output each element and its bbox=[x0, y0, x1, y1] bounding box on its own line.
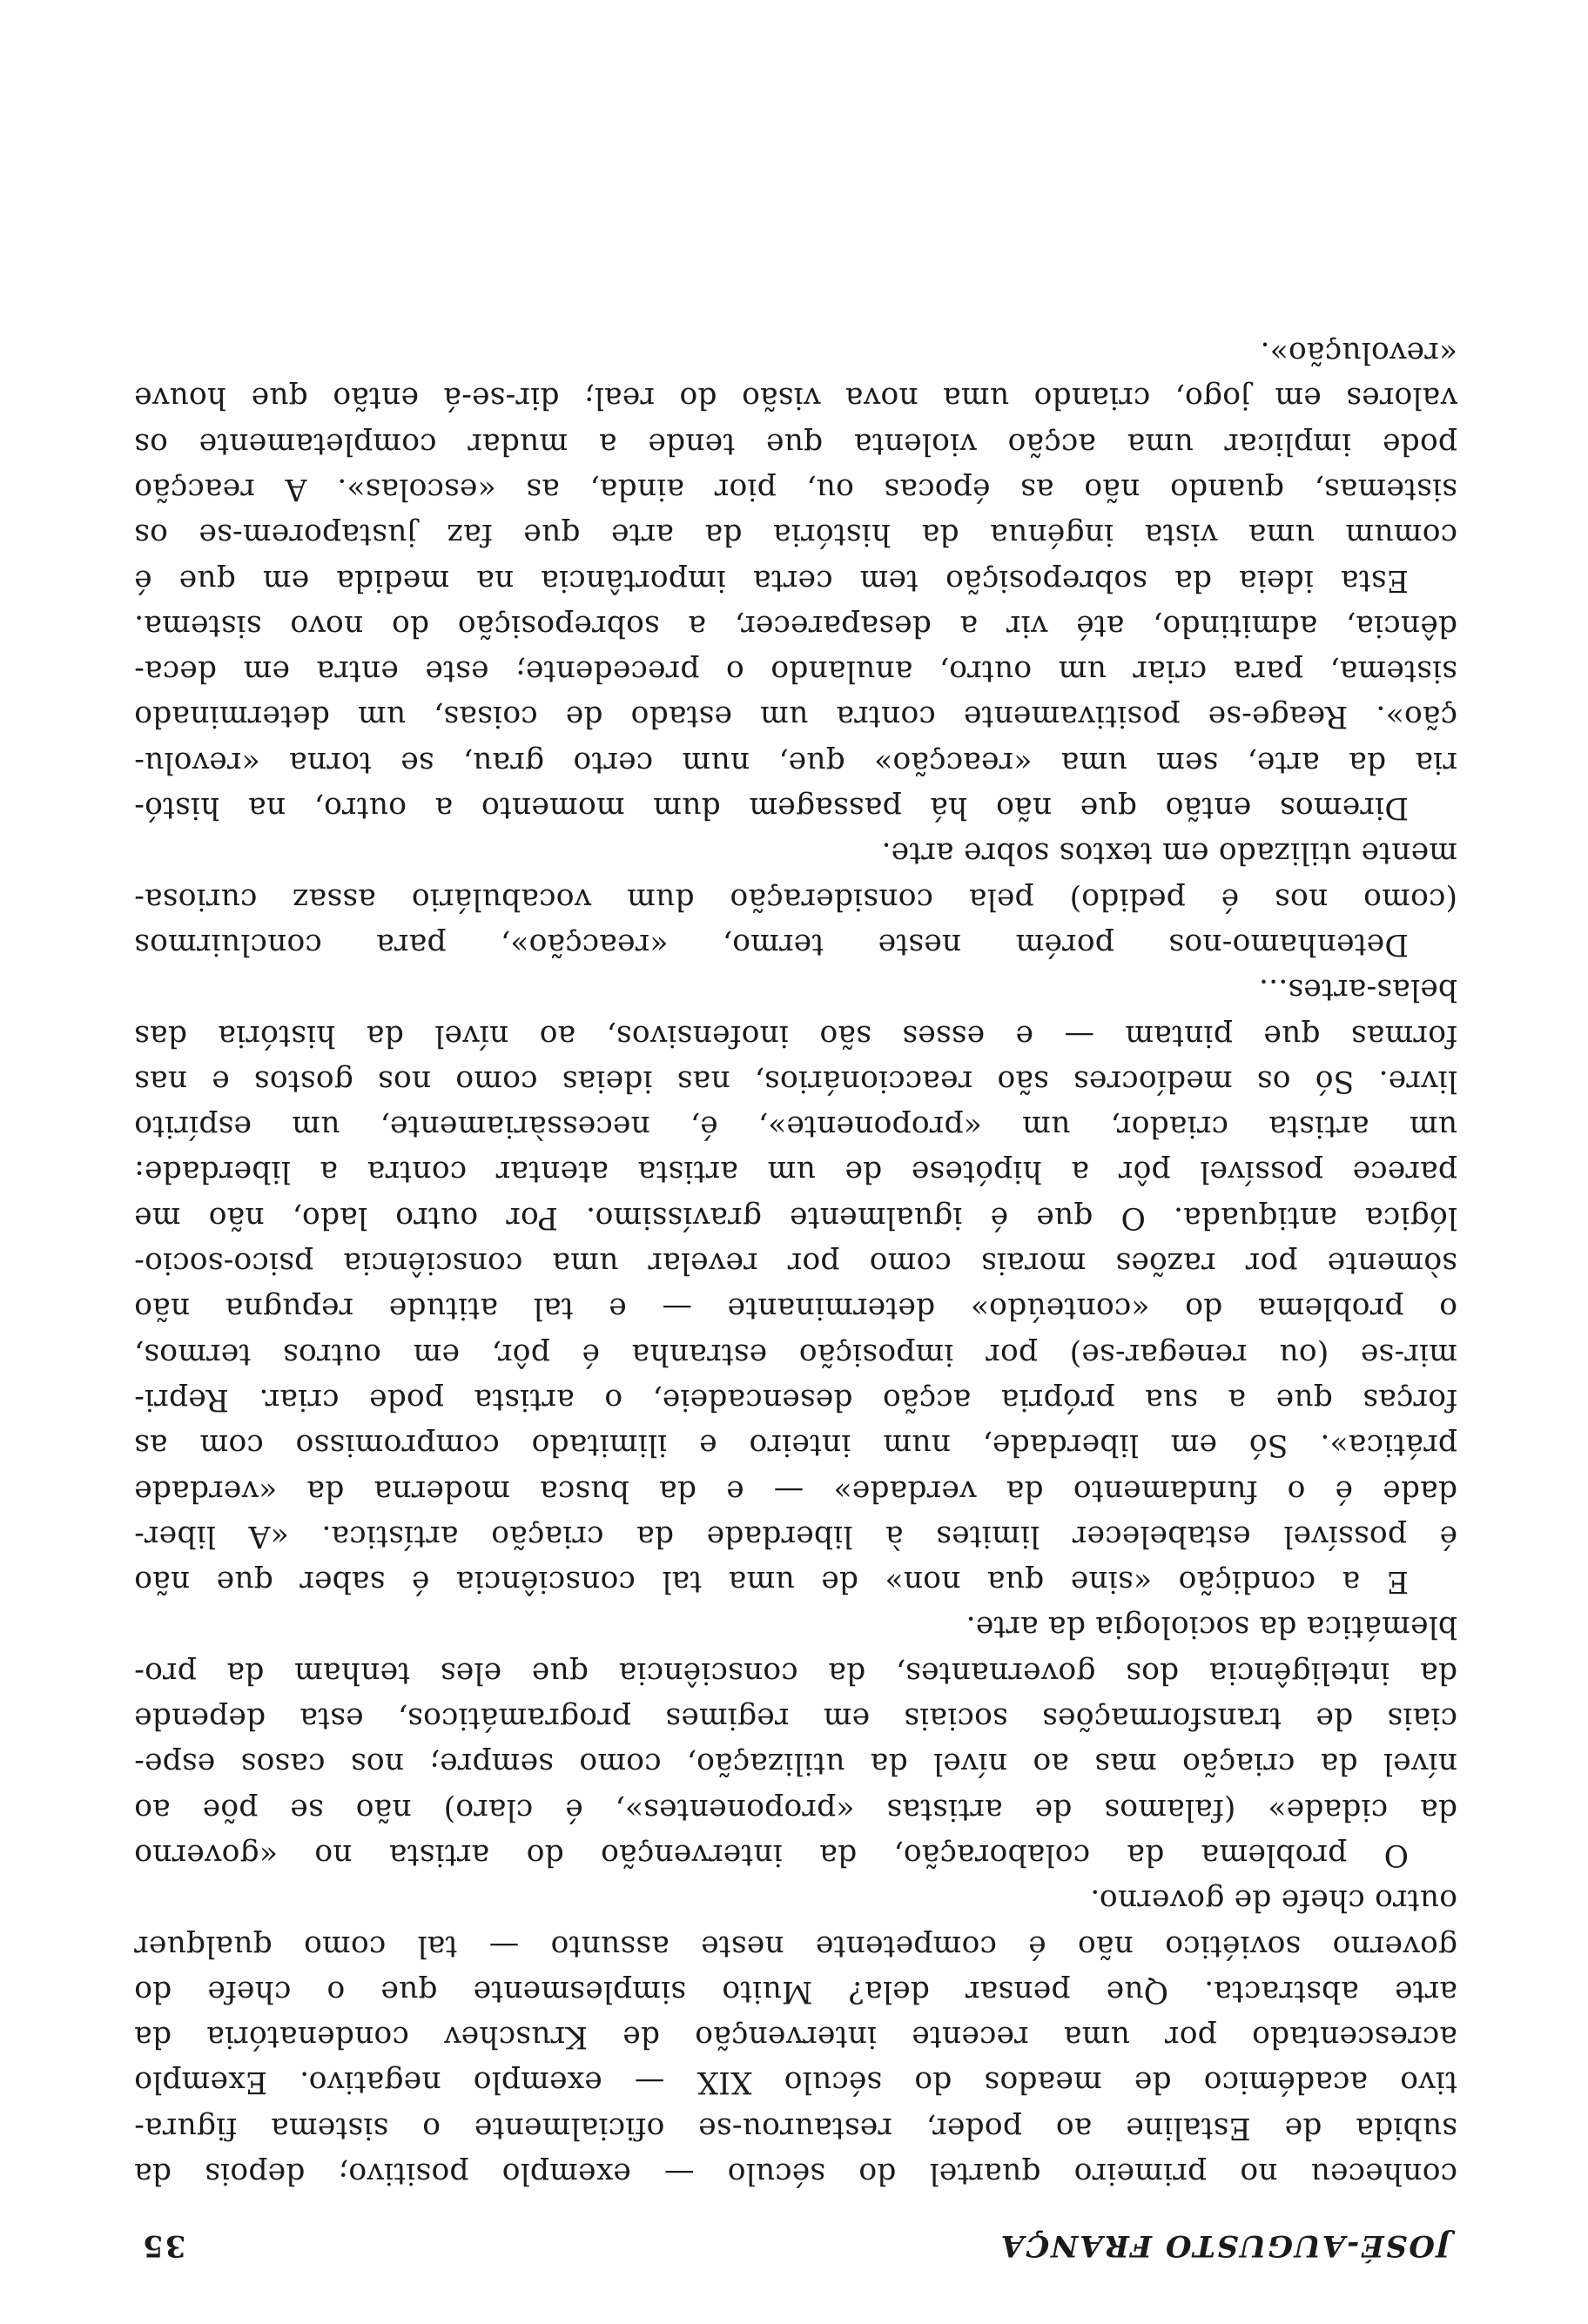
text-line: Esta ideia da sobreposição tem certa importância na medida em que é bbox=[134, 562, 1409, 598]
text-line: belas-artes... bbox=[1258, 972, 1457, 1008]
text-line: Diremos então que não há passagem dum momento a outro, na histó- bbox=[134, 790, 1409, 826]
text-line: tivo académico de meados do século XIX — exemplo negativo. Exemplo bbox=[134, 2065, 1457, 2100]
text-line: valores em jogo, criando uma nova visão do real; dir-se-á então que houve bbox=[134, 380, 1457, 416]
running-title: JOSÉ-AUGUSTO FRANÇA bbox=[999, 2228, 1450, 2263]
text-line: formas que pintam — e esses são inofensivos, ao nível da história das bbox=[134, 1018, 1457, 1053]
text-line: prática». Só em liberdade, num inteiro e ilimitado compromisso com as bbox=[134, 1427, 1457, 1463]
text-line: é possível estabelecer limites à liberdade da criação artística. «A liber- bbox=[134, 1518, 1457, 1554]
text-line: (como nos é pedido) pela consideração dum vocabulário assaz curiosa- bbox=[134, 881, 1457, 917]
text-line: arte abstracta. Que pensar dela? Muito simplesmente que o chefe do bbox=[134, 1973, 1457, 2009]
text-line: da cidade» (falamos de artistas «proponentes», é claro) não se põe ao bbox=[134, 1791, 1457, 1827]
text-line: o problema do «conteúdo» determinante — e tal atitude repugna não bbox=[134, 1291, 1457, 1327]
text-line: subida de Estaline ao poder, restaurou-se oficialmente o sistema figura- bbox=[134, 2110, 1457, 2146]
text-line: livre. Só os medíocres são reaccionários, nas ideias como nos gostos e nas bbox=[134, 1063, 1457, 1098]
text-line: conheceu no primeiro quartel do século — exemplo positivo; depois da bbox=[134, 2156, 1457, 2191]
body-text bbox=[134, 330, 1457, 2196]
text-line: comum uma vista ingénua da história da arte que faz justaporem-se os bbox=[134, 517, 1457, 553]
text-line: dência, admitindo, até vir a desaparecer, a sobreposição do novo sistema. bbox=[134, 608, 1457, 643]
page-number: 35 bbox=[141, 2228, 186, 2263]
text-line: pode implicar uma acção violenta que tende a mudar completamente os bbox=[134, 426, 1457, 461]
text-line: mir-se (ou renegar-se) por imposição estranha é pôr, em outros termos, bbox=[134, 1336, 1457, 1372]
text-line: parece possível pôr a hipótese de um artista atentar contra a liberdade: bbox=[134, 1154, 1457, 1190]
text-line: E a condição «sine qua non» de uma tal consciência é saber que não bbox=[134, 1564, 1409, 1600]
text-line: sistemas, quando não as épocas ou, pior ainda, as «escolas». A reacção bbox=[134, 472, 1457, 507]
text-line: Detenhamo-nos porém neste termo, «reacção», para concluirmos bbox=[134, 926, 1409, 962]
text-line: nível da criação mas ao nível da utilização, como sempre; nos casos espe- bbox=[134, 1746, 1457, 1782]
text-line: O problema da colaboração, da intervenção do artista no «governo bbox=[134, 1837, 1409, 1872]
page-header bbox=[134, 2221, 1457, 2263]
text-line: da inteligência dos governantes, da consciência que eles tenham da pro- bbox=[134, 1655, 1457, 1690]
text-line: sistema, para criar um outro, anulando o precedente; este entra em deca- bbox=[134, 654, 1457, 689]
text-line: ria da arte, sem uma «reacção» que, num certo grau, se torna «revolu- bbox=[134, 744, 1457, 780]
text-line: blemática da sociologia da arte. bbox=[966, 1609, 1457, 1645]
text-line: forças que a sua própria acção desencadeie, o artista pode criar. Repri- bbox=[134, 1381, 1457, 1417]
text-line: outro chefe de governo. bbox=[1090, 1883, 1457, 1918]
text-line: ciais de transformações sociais em regimes programáticos, esta depende bbox=[134, 1701, 1457, 1736]
text-line: ção». Reage-se positivamente contra um estado de coisas, um determinado bbox=[134, 699, 1457, 735]
text-line: mente utilizado em textos sobre arte. bbox=[881, 836, 1457, 871]
text-line: lógica antiquada. O que é igualmente gravíssimo. Por outro lado, não me bbox=[134, 1199, 1457, 1235]
text-line: acrescentado por uma recente intervenção de Kruschev condenatória da bbox=[134, 2019, 1457, 2055]
text-line: um artista criador, um «proponente», é, necessàriamente, um espírito bbox=[134, 1109, 1457, 1145]
text-line: dade é o fundamento da verdade» — e da busca moderna da «verdade bbox=[134, 1473, 1457, 1508]
text-line: governo soviético não é competente neste assunto — tal como qualquer bbox=[134, 1928, 1457, 1964]
text-line: «revolução». bbox=[1260, 335, 1457, 371]
text-line: sòmente por razões morais como por revelar uma consciência psico-socio- bbox=[134, 1246, 1457, 1281]
